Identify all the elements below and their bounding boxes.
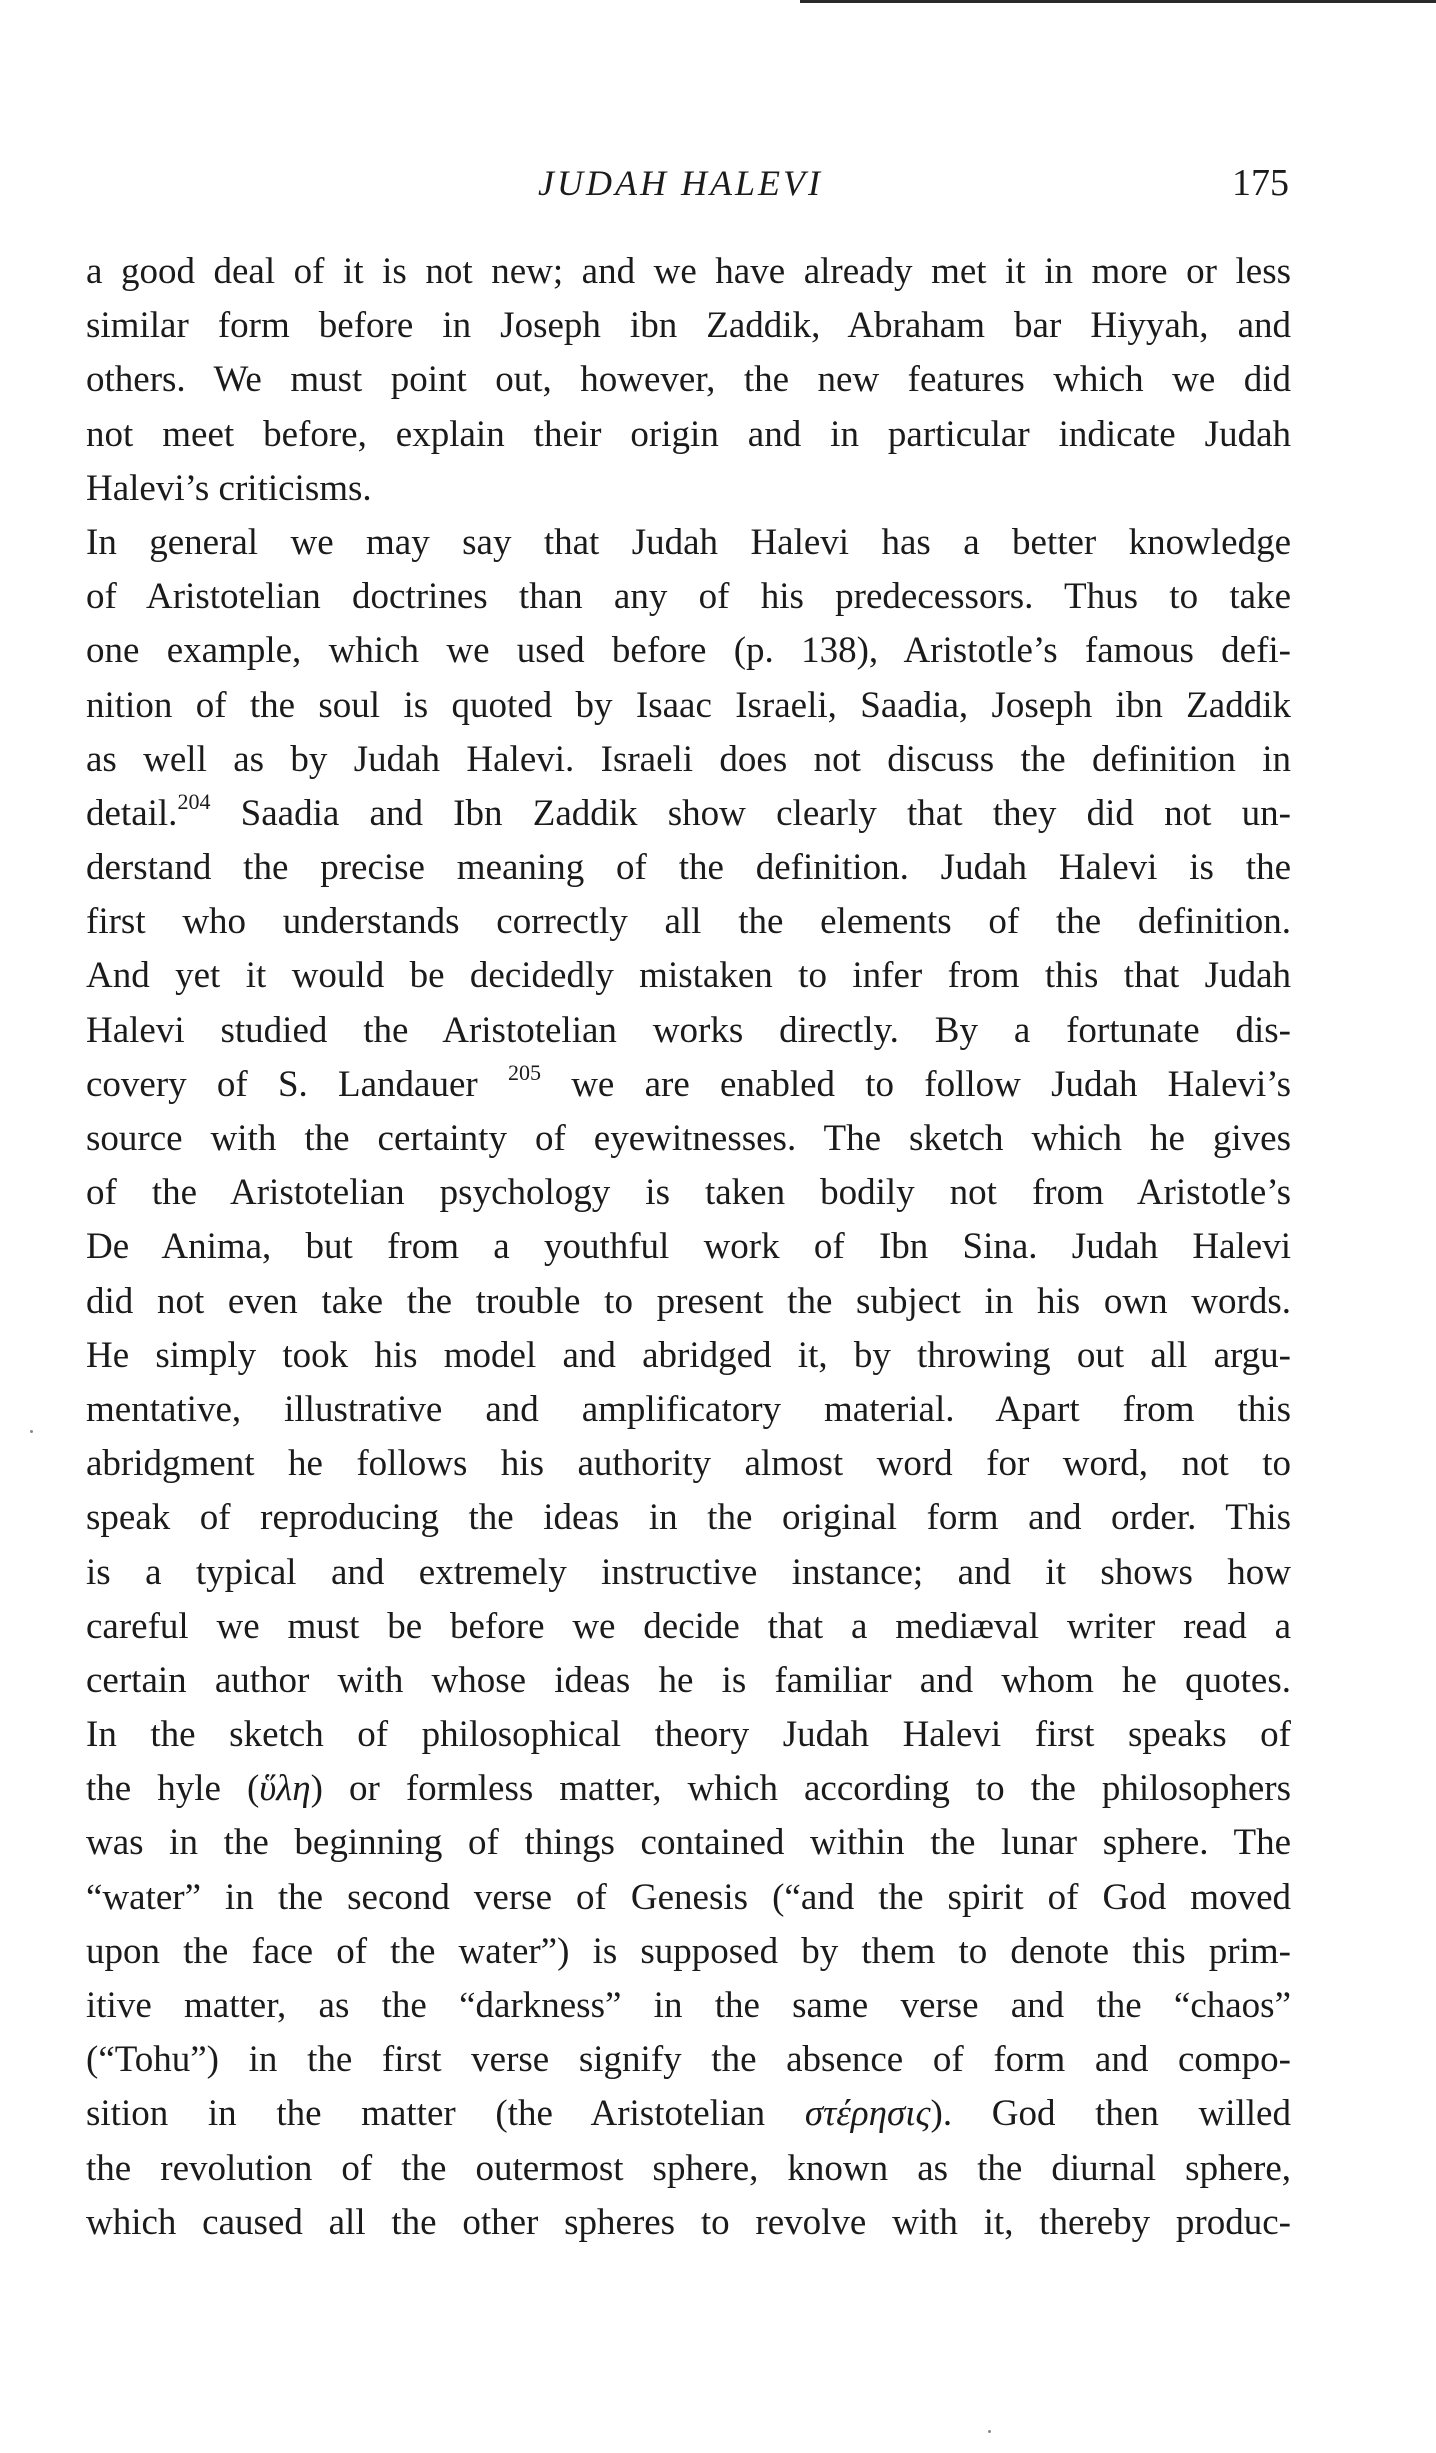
line-text: ). God then willed <box>930 2093 1291 2135</box>
paragraph-1 <box>86 245 1291 516</box>
text-line <box>86 1762 1291 1816</box>
text-line: is a typical and extremely instructive instance; and it shows how <box>86 1551 1291 1593</box>
text-line: Halevi’s criticisms. <box>86 467 372 509</box>
line-text: Saadia and Ibn Zaddik show clearly that they did not un- <box>210 792 1291 834</box>
line-text: we are enabled to follow Judah Halevi’s <box>540 1063 1291 1105</box>
text-line: mentative, illustrative and amplificatory material. Apart from this <box>86 1388 1291 1430</box>
text-line: certain author with whose ideas he is familiar and whom he quotes. <box>86 1659 1291 1701</box>
text-line: a good deal of it is not new; and we have already met it in more or less <box>86 251 1291 292</box>
text-line: as well as by Judah Halevi. Israeli does not discuss the definition in <box>86 738 1291 780</box>
body-text <box>86 245 1291 2250</box>
page-number: 175 <box>1232 162 1289 204</box>
text-line: upon the face of the water”) is supposed by them to denote this prim- <box>86 1930 1291 1972</box>
paper-speck <box>30 1430 33 1433</box>
text-line: not meet before, explain their origin and in particular indicate Judah <box>86 413 1291 455</box>
paragraph-2 <box>86 516 1291 1708</box>
line-text: ) or formless matter, which according to the philosophers <box>310 1768 1291 1810</box>
text-line: De Anima, but from a youthful work of Ibn Sina. Judah Halevi <box>86 1226 1291 1268</box>
text-line: of the Aristotelian psychology is taken bodily not from Aristotle’s <box>86 1172 1291 1214</box>
text-line: source with the certainty of eyewitnesses. The sketch which he gives <box>86 1118 1291 1159</box>
text-line: the revolution of the outermost sphere, known as the diurnal sphere, <box>86 2147 1291 2189</box>
text-line: nition of the soul is quoted by Isaac Israeli, Saadia, Joseph ibn Zaddik <box>86 684 1291 726</box>
text-line: He simply took his model and abridged it, by throwing out all argu- <box>86 1334 1291 1376</box>
text-line: was in the beginning of things contained within the lunar sphere. The <box>86 1822 1291 1864</box>
text-line: speak of reproducing the ideas in the original form and order. This <box>86 1497 1291 1539</box>
line-text: the hyle ( <box>86 1768 260 1810</box>
text-line <box>86 1058 1291 1112</box>
text-line: In the sketch of philosophical theory Judah Halevi first speaks of <box>86 1714 1291 1756</box>
text-line: In general we may say that Judah Halevi has a better knowledge <box>86 521 1291 563</box>
text-line: derstand the precise meaning of the definition. Judah Halevi is the <box>86 847 1291 889</box>
text-line: “water” in the second verse of Genesis (“and the spirit of God moved <box>86 1876 1291 1918</box>
text-line: one example, which we used before (p. 138), Aristotle’s famous defi- <box>86 630 1291 672</box>
text-line: similar form before in Joseph ibn Zaddik, Abraham bar Hiyyah, and <box>86 305 1291 347</box>
line-text: sition in the matter (the Aristotelian <box>86 2093 805 2135</box>
text-line: others. We must point out, however, the new features which we did <box>86 359 1291 401</box>
greek-term-hyle: ὕλη <box>259 1768 311 1810</box>
footnote-ref-205[interactable]: 205 <box>507 1059 541 1085</box>
text-line: And yet it would be decidedly mistaken to infer from this that Judah <box>86 955 1291 997</box>
text-line: careful we must be before we decide that a mediæval writer read a <box>86 1605 1291 1647</box>
line-text: covery of S. Landauer <box>86 1063 508 1105</box>
text-line: which caused all the other spheres to revolve with it, thereby produc- <box>86 2201 1291 2243</box>
running-title: JUDAH HALEVI <box>538 163 823 203</box>
footnote-ref-204[interactable]: 204 <box>177 788 211 814</box>
running-head <box>0 158 1436 208</box>
paragraph-3 <box>86 1708 1291 2250</box>
top-edge-rule <box>800 0 1436 3</box>
text-line: of Aristotelian doctrines than any of his predecessors. Thus to take <box>86 576 1291 618</box>
line-text: detail. <box>86 792 178 834</box>
text-line: (“Tohu”) in the first verse signify the absence of form and compo- <box>86 2039 1291 2081</box>
text-line: first who understands correctly all the elements of the definition. <box>86 901 1291 943</box>
text-line: abridgment he follows his authority almost word for word, not to <box>86 1443 1291 1485</box>
text-line <box>86 2087 1291 2141</box>
paper-speck <box>988 2430 991 2433</box>
text-line: itive matter, as the “darkness” in the same verse and the “chaos” <box>86 1985 1291 2026</box>
text-line <box>86 787 1291 841</box>
text-line: Halevi studied the Aristotelian works directly. By a fortunate dis- <box>86 1009 1291 1051</box>
greek-term-steresis: στέρησις <box>804 2093 931 2135</box>
text-line: did not even take the trouble to present the subject in his own words. <box>86 1280 1291 1322</box>
